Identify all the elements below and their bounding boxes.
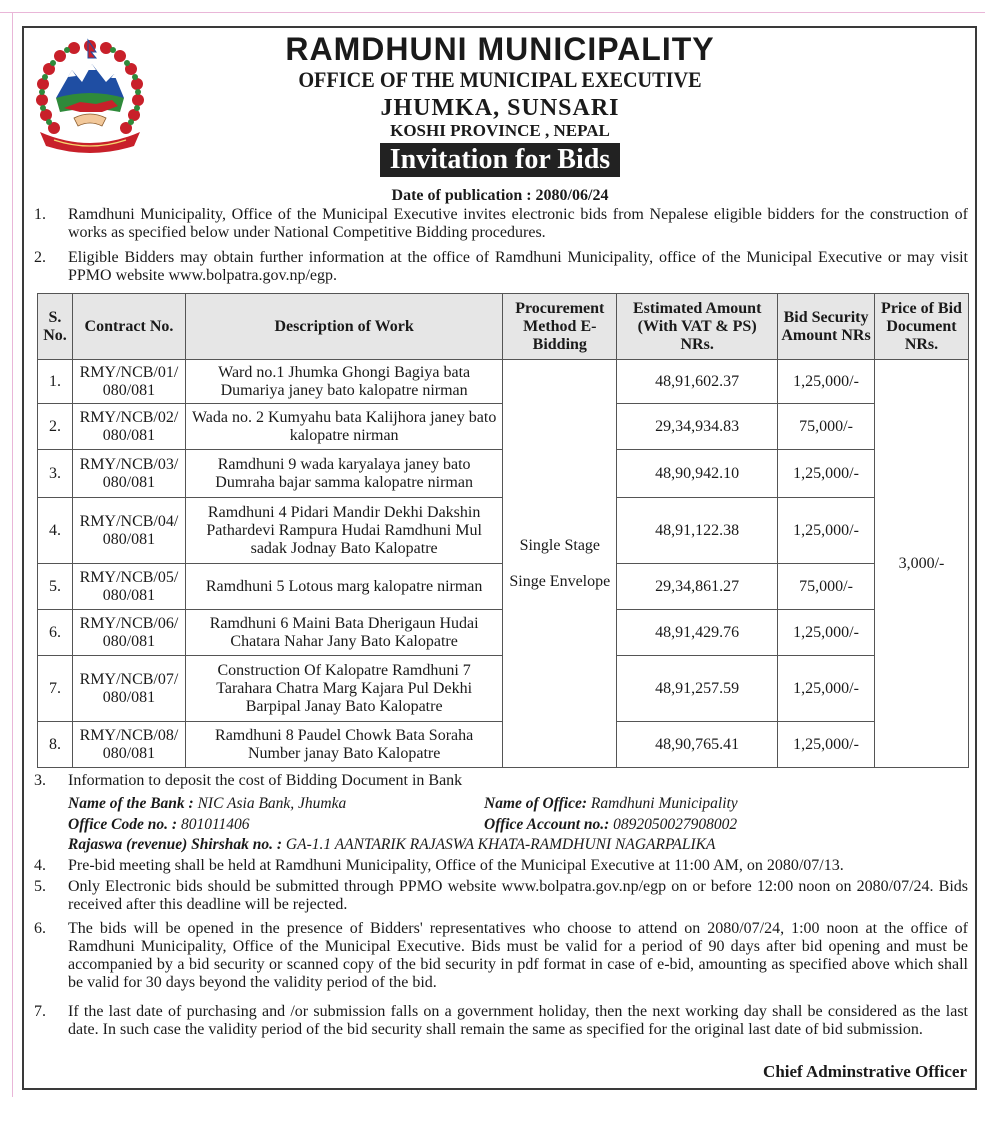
paragraph-text: The bids will be opened in the presence of Bidders' representatives who choose to attend on 2080/07/24, 1:00 noon at the office of Ramdhuni Municipality, Office of the Municipal Executive. Bids must be valid for a period of 90 days after bid opening and must be accompanied by a bid security or scanned copy of the bid security in pdf format in case of e-bid, amounting as specified above which shall be valid for 30 days beyond the validity period of the bid. xyxy=(68,920,968,991)
cell-sno: 4. xyxy=(38,498,73,564)
bank-name xyxy=(68,795,346,813)
cell-description: Ramdhuni 4 Pidari Mandir Dekhi Dakshin Pathardevi Rampura Hudai Ramdhuni Mul sadak Jodnay Bato Kalopatre xyxy=(185,498,502,564)
cell-price: 3,000/- xyxy=(874,360,968,768)
cell-method xyxy=(503,360,617,768)
cell-estimated: 48,90,765.41 xyxy=(617,722,778,768)
paragraph-text: Only Electronic bids should be submitted through PPMO website www.bolpatra.gov.np/egp on or before 12:00 noon on 2080/07/24. Bids received after this deadline will be rejected. xyxy=(68,878,968,913)
header-price: Price of Bid Document NRs. xyxy=(874,294,968,360)
cell-description: Wada no. 2 Kumyahu bata Kalijhora janey bato kalopatre nirman xyxy=(185,404,502,450)
paragraph-number: 7. xyxy=(34,1003,46,1020)
rajaswa-value: GA-1.1 AANTARIK RAJASWA KHATA-RAMDHUNI NAGARPALIKA xyxy=(282,836,716,853)
office-name-label: Name of Office: xyxy=(484,795,588,812)
header-contract: Contract No. xyxy=(72,294,185,360)
contract-line: RMY/NCB/01/ xyxy=(79,363,179,381)
nepal-emblem-icon xyxy=(34,36,146,154)
paragraph-5 xyxy=(34,878,968,914)
bank-name-value: NIC Asia Bank, Jhumka xyxy=(193,795,347,812)
paragraph-7 xyxy=(34,1003,968,1039)
cell-sno: 3. xyxy=(38,450,73,498)
cell-security: 1,25,000/- xyxy=(778,498,875,564)
cell-sno: 5. xyxy=(38,564,73,610)
cell-sno: 6. xyxy=(38,610,73,656)
cell-security: 1,25,000/- xyxy=(778,656,875,722)
publication-date: Date of publication : 2080/06/24 xyxy=(391,187,609,204)
office-name-value: Ramdhuni Municipality xyxy=(587,795,738,812)
cell-estimated: 29,34,861.27 xyxy=(617,564,778,610)
cell-contract xyxy=(72,450,185,498)
paragraph-number: 2. xyxy=(34,249,46,266)
bids-table xyxy=(37,293,969,768)
paragraph-number: 6. xyxy=(34,920,46,937)
paragraph-text: Information to deposit the cost of Bidding Document in Bank xyxy=(68,772,463,789)
contract-line: 080/081 xyxy=(102,688,156,706)
paragraph-number: 3. xyxy=(34,772,46,789)
contract-line: RMY/NCB/07/ xyxy=(79,670,179,688)
paragraph-text: Eligible Bidders may obtain further information at the office of Ramdhuni Municipality, office of the Municipal Executive or may visit PPMO website www.bolpatra.gov.np/egp. xyxy=(68,249,968,284)
paragraph-number: 5. xyxy=(34,878,46,895)
cell-sno: 8. xyxy=(38,722,73,768)
header-estimated: Estimated Amount (With VAT & PS) NRs. xyxy=(617,294,778,360)
cell-contract xyxy=(72,722,185,768)
cell-estimated: 48,91,602.37 xyxy=(617,360,778,404)
contract-line: RMY/NCB/04/ xyxy=(79,512,179,530)
paragraph-text: Pre-bid meeting shall be held at Ramdhuni Municipality, Office of the Municipal Executive at 11:00 AM, on 2080/07/13. xyxy=(68,857,844,874)
cell-description: Ward no.1 Jhumka Ghongi Bagiya bata Dumariya janey bato kalopatre nirman xyxy=(185,360,502,404)
cell-security: 1,25,000/- xyxy=(778,450,875,498)
table-header-row xyxy=(38,294,969,360)
cell-contract xyxy=(72,656,185,722)
cell-security: 75,000/- xyxy=(778,404,875,450)
cell-security: 75,000/- xyxy=(778,564,875,610)
cell-description: Construction Of Kalopatre Ramdhuni 7 Tarahara Chatra Marg Kajara Pul Dekhi Barpipal Janay Bato Kalopatre xyxy=(185,656,502,722)
cell-contract xyxy=(72,610,185,656)
municipality-name: RAMDHUNI MUNICIPALITY xyxy=(285,31,715,67)
location: JHUMKA, SUNSARI xyxy=(380,95,620,121)
contract-line: 080/081 xyxy=(102,381,156,399)
contract-line: RMY/NCB/05/ xyxy=(79,568,179,586)
paragraph-number: 4. xyxy=(34,857,46,874)
province: KOSHI PROVINCE , NEPAL xyxy=(390,121,610,140)
cell-contract xyxy=(72,564,185,610)
contract-line: 080/081 xyxy=(102,530,156,548)
cell-sno: 2. xyxy=(38,404,73,450)
notice-title-wrap xyxy=(150,143,850,177)
office-code xyxy=(68,816,250,834)
contract-line: RMY/NCB/08/ xyxy=(79,726,179,744)
contract-line: 080/081 xyxy=(102,426,156,444)
paragraph-1 xyxy=(34,206,968,242)
cell-estimated: 48,91,429.76 xyxy=(617,610,778,656)
header-sno: S. No. xyxy=(38,294,73,360)
cell-estimated: 29,34,934.83 xyxy=(617,404,778,450)
cell-contract xyxy=(72,498,185,564)
signature-title: Chief Adminstrative Officer xyxy=(763,1062,967,1081)
cell-description: Ramdhuni 5 Lotous marg kalopatre nirman xyxy=(185,564,502,610)
method-line: Single Stage xyxy=(519,536,601,554)
cell-description: Ramdhuni 6 Maini Bata Dherigaun Hudai Chatara Nahar Jany Bato Kalopatre xyxy=(185,610,502,656)
office-code-label: Office Code no. : xyxy=(68,816,178,833)
office-name: OFFICE OF THE MUNICIPAL EXECUTIVE xyxy=(298,67,702,92)
paragraph-number: 1. xyxy=(34,206,46,223)
table-row xyxy=(38,360,969,404)
paragraph-text: Ramdhuni Municipality, Office of the Municipal Executive invites electronic bids from Nepalese eligible bidders for the construction of works as specified below under National Competitive Bidding procedures. xyxy=(68,206,968,241)
page-border-line xyxy=(12,12,13,1097)
paragraph-4 xyxy=(34,857,968,875)
office-name xyxy=(484,795,738,813)
paragraph-text: If the last date of purchasing and /or submission falls on a government holiday, then the next working day shall be considered as the last date. In such case the validity period of the bid security shall remain the same as specified for the original last date of bid submission. xyxy=(68,1003,968,1038)
contract-line: 080/081 xyxy=(102,632,156,650)
header-security: Bid Security Amount NRs xyxy=(778,294,875,360)
page-border-line xyxy=(0,12,985,13)
cell-contract xyxy=(72,360,185,404)
rajaswa-label: Rajaswa (revenue) Shirshak no. : xyxy=(68,836,283,853)
cell-estimated: 48,90,942.10 xyxy=(617,450,778,498)
office-account-label: Office Account no.: xyxy=(484,816,610,833)
office-account-value: 0892050027908002 xyxy=(609,816,738,833)
contract-line: RMY/NCB/03/ xyxy=(79,455,179,473)
cell-sno: 7. xyxy=(38,656,73,722)
header-method: Procurement Method E-Bidding xyxy=(503,294,617,360)
contract-line: 080/081 xyxy=(102,744,156,762)
contract-line: 080/081 xyxy=(102,473,156,491)
cell-description: Ramdhuni 9 wada karyalaya janey bato Dumraha bajar samma kalopatre nirman xyxy=(185,450,502,498)
cell-description: Ramdhuni 8 Paudel Chowk Bata Soraha Number janay Bato Kalopatre xyxy=(185,722,502,768)
paragraph-3 xyxy=(34,772,968,790)
office-code-value: 801011406 xyxy=(177,816,250,833)
contract-line: RMY/NCB/06/ xyxy=(79,614,179,632)
cell-sno: 1. xyxy=(38,360,73,404)
method-line: Singe Envelope xyxy=(509,572,611,590)
contract-line: 080/081 xyxy=(102,586,156,604)
notice-title: Invitation for Bids xyxy=(380,143,620,177)
cell-contract xyxy=(72,404,185,450)
paragraph-6 xyxy=(34,920,968,992)
cell-estimated: 48,91,257.59 xyxy=(617,656,778,722)
header-description: Description of Work xyxy=(185,294,502,360)
cell-estimated: 48,91,122.38 xyxy=(617,498,778,564)
rajaswa-shirshak xyxy=(68,836,715,854)
cell-security: 1,25,000/- xyxy=(778,722,875,768)
cell-security: 1,25,000/- xyxy=(778,610,875,656)
contract-line: RMY/NCB/02/ xyxy=(79,408,179,426)
cell-security: 1,25,000/- xyxy=(778,360,875,404)
office-account xyxy=(484,816,737,834)
bank-name-label: Name of the Bank : xyxy=(68,795,194,812)
paragraph-2 xyxy=(34,249,968,285)
